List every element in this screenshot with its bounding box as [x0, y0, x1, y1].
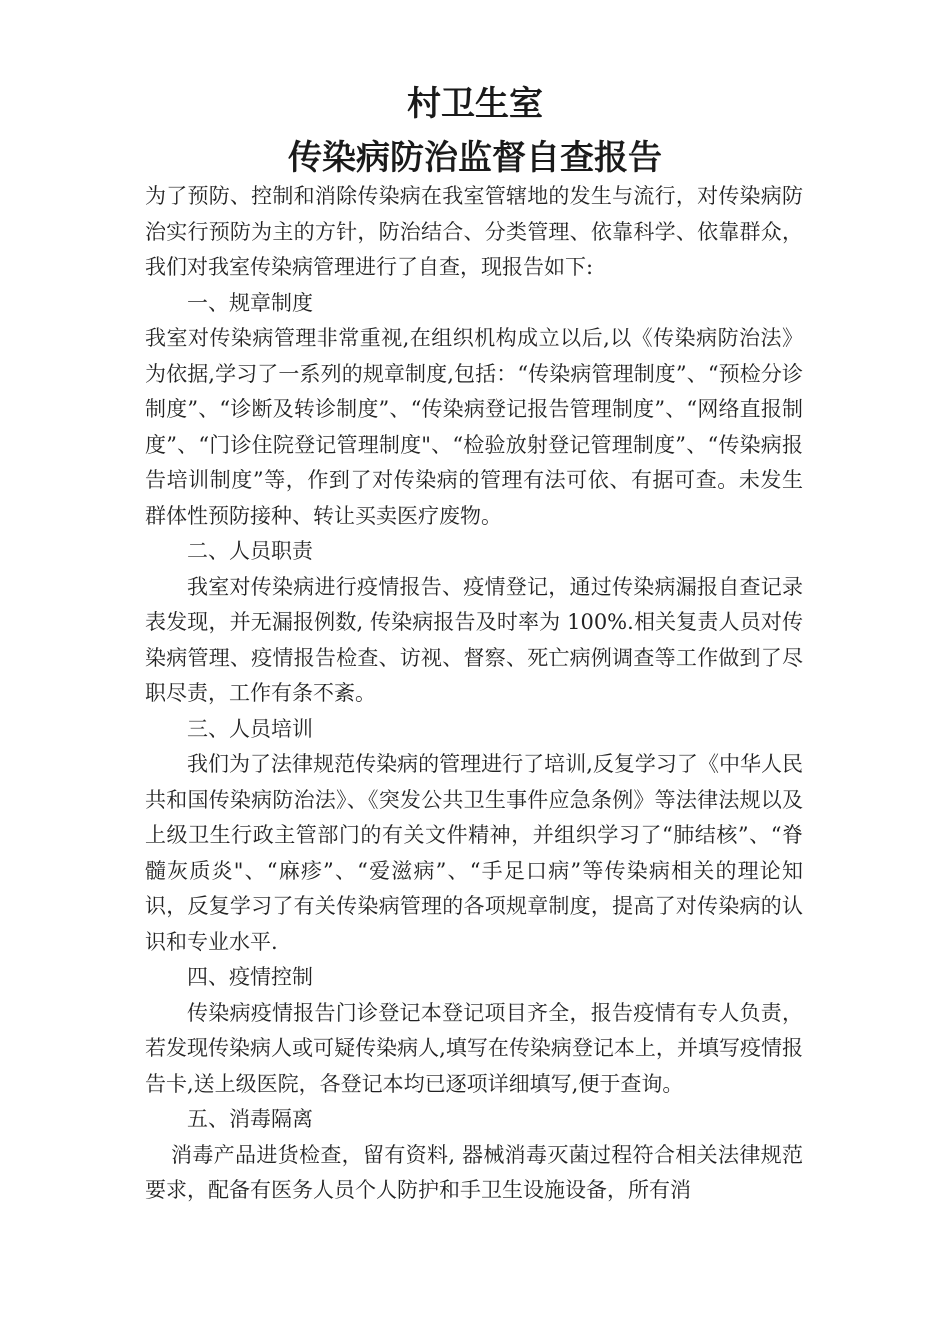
regulations-paragraph: 我室对传染病管理非常重视,在组织机构成立以后,以《传染病防治法》为依据,学习了一系列的规章制度,包括：“传染病管理制度”、“预检分诊制度”、“诊断及转诊制度”、“传染病登记报告管理制度”、“网络直报制度”、“门诊住院登记管理制度"、“检验放射登记管理制度”、“传染病报告培训制度”等，作到了对传染病的管理有法可依、有据可查。未发生群体性预防接种、转让买卖医疗废物。 — [145, 326, 803, 528]
document-body — [145, 179, 803, 1209]
disinfection-paragraph: 消毒产品进货检查，留有资料, 器械消毒灭菌过程符合相关法律规范要求，配备有医务人员个人防护和手卫生设施设备，所有消 — [145, 1142, 803, 1202]
training-paragraph: 我们为了法律规范传染病的管理进行了培训,反复学习了《中华人民共和国传染病防治法》、《突发公共卫生事件应急条例》等法律法规以及上级卫生行政主管部门的有关文件精神，并组织学习了“肺结核”、“脊髓灰质炎"、“麻疹”、“爱滋病”、“手足口病”等传染病相关的理论知识，反复学习了有关传染病管理的各项规章制度，提高了对传染病的认识和专业水平. — [145, 752, 803, 954]
document-title-line1: 村卫生室 — [407, 84, 543, 124]
intro-paragraph: 为了预防、控制和消除传染病在我室管辖地的发生与流行，对传染病防治实行预防为主的方针，防治结合、分类管理、依靠科学、依靠群众，我们对我室传染病管理进行了自查，现报告如下: — [145, 184, 803, 279]
section-heading-regulations: 一、规章制度 — [187, 290, 313, 315]
responsibilities-paragraph: 我室对传染病进行疫情报告、疫情登记，通过传染病漏报自查记录表发现，并无漏报例数, 传染病报告及时率为 100%.相关复责人员对传染病管理、疫情报告检查、访视、督察、死亡病例调查等工作做到了尽职尽责，工作有条不紊。 — [145, 574, 803, 705]
section-heading-training: 三、人员培训 — [187, 716, 313, 741]
section-heading-responsibilities: 二、人员职责 — [187, 539, 313, 563]
document-title-line2: 传染病防治监督自查报告 — [288, 138, 662, 178]
section-heading-epidemic-control: 四、疫情控制 — [187, 965, 313, 989]
section-heading-disinfection: 五、消毒隔离 — [187, 1107, 313, 1131]
epidemic-control-paragraph: 传染病疫情报告门诊登记本登记项目齐全，报告疫情有专人负责，若发现传染病人或可疑传染病人,填写在传染病登记本上，并填写疫情报告卡,送上级医院，各登记本均已逐项详细填写,便于查询。 — [145, 1000, 803, 1096]
